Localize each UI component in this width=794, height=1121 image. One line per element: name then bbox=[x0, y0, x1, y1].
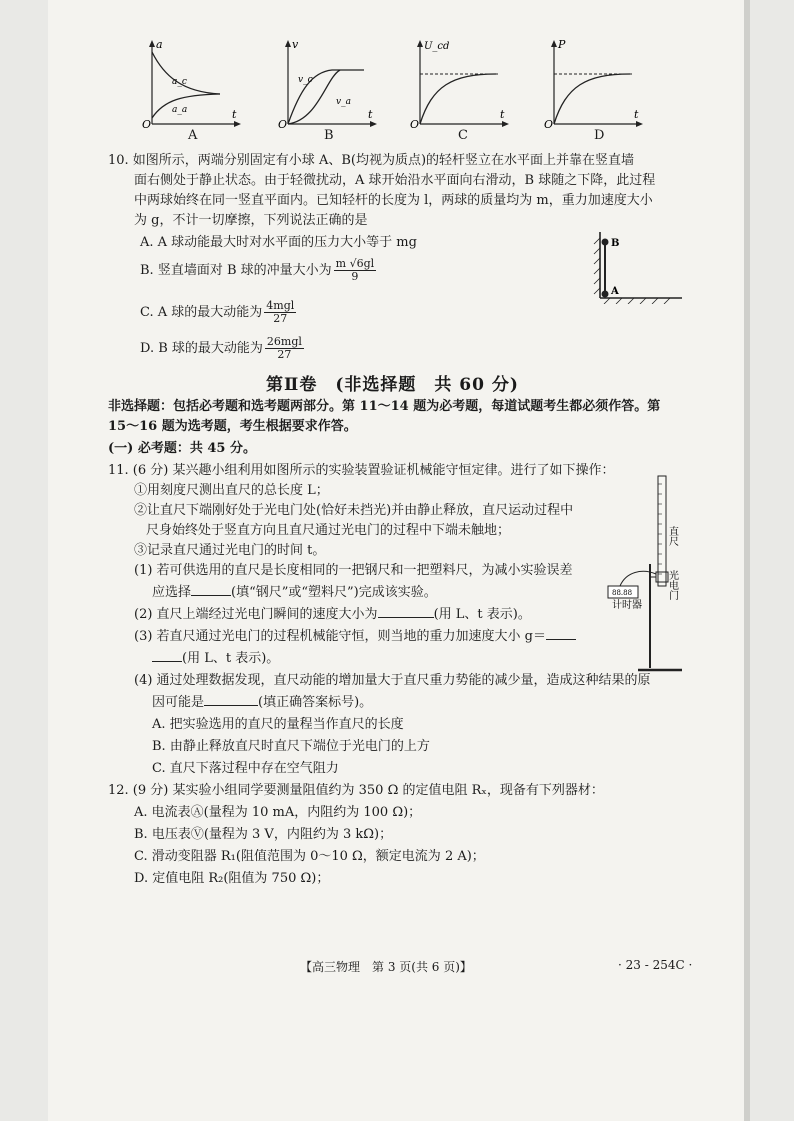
q10-ball-a-label: A bbox=[611, 286, 619, 297]
q10-wall-figure bbox=[586, 228, 686, 304]
q11-part4-prefix: 因可能是 bbox=[152, 695, 205, 710]
q10-line4: 为 g，不计一切摩擦，下列说法正确的是 bbox=[134, 213, 368, 228]
q11-part1-line1: (1) 若可供选用的直尺是长度相同的一把钢尺和一把塑料尺，为减小实验误差 bbox=[134, 563, 573, 578]
q10-option-b-text: B. 竖直墙面对 B 球的冲量大小为 bbox=[140, 263, 332, 278]
q10-option-c-numerator: 4mgl bbox=[266, 299, 295, 312]
q10-option-c-fraction bbox=[264, 300, 296, 325]
graph-d-xlabel: t bbox=[634, 108, 639, 121]
q11-part4-line1: (4) 通过处理数据发现，直尺动能的增加量大于直尺重力势能的减少量，造成这种结果的原 bbox=[134, 673, 651, 688]
q10-option-d-text: D. B 球的最大动能为 bbox=[140, 341, 263, 356]
graph-a-curve1: a_c bbox=[172, 77, 187, 87]
part2-title: 第Ⅱ卷 (非选择题 共 60 分) bbox=[266, 375, 519, 395]
q10-option-b-denominator: 9 bbox=[351, 270, 359, 283]
q12-stem: 12. (9 分) 某实验小组同学要测量阻值约为 350 Ω 的定值电阻 Rₓ，现备有下列器材： bbox=[108, 783, 604, 798]
q12-option-c: C. 滑动变阻器 R₁(阻值范围为 0～10 Ω，额定电流为 2 A)； bbox=[134, 849, 485, 864]
graph-d bbox=[544, 38, 644, 130]
graph-b bbox=[278, 38, 378, 130]
q11-stem: 11. (6 分) 某兴趣小组利用如图所示的实验装置验证机械能守恒定律。进行了如下操作： bbox=[108, 463, 615, 478]
graph-a-label: A bbox=[188, 128, 198, 143]
q10-line2: 面右侧处于静止状态。由于轻微扰动，A 球开始沿水平面向右滑动，B 球随之下降，此过程 bbox=[134, 173, 656, 188]
q11-part4-blank[interactable] bbox=[204, 705, 258, 706]
graph-c-label: C bbox=[458, 128, 468, 143]
q10-option-c bbox=[140, 300, 298, 325]
q11-step2-line1: ②让直尺下端刚好处于光电门处(恰好未挡光)并由静止释放，直尺运动过程中 bbox=[134, 503, 574, 518]
q11-part1-blank[interactable] bbox=[191, 595, 231, 596]
q10-option-c-denominator: 27 bbox=[273, 312, 288, 325]
q11-part1-line2 bbox=[152, 584, 437, 601]
q11-timer-label: 计时器 bbox=[612, 600, 642, 611]
footer-page-info: 【高三物理 第 3 页(共 6 页)】 bbox=[300, 960, 472, 974]
graph-a-origin: O bbox=[142, 118, 152, 130]
q12-option-b: B. 电压表Ⓥ(量程为 3 V，内阻约为 3 kΩ)； bbox=[134, 827, 393, 842]
q10-option-b-fraction bbox=[334, 258, 377, 283]
graph-a-xlabel: t bbox=[232, 108, 237, 121]
part2-intro-line1: 非选择题：包括必考题和选考题两部分。第 11～14 题为必考题，每道试题考生都必须作答。第 bbox=[108, 399, 661, 414]
q11-part3-line1 bbox=[134, 628, 576, 645]
graph-c-xlabel: t bbox=[500, 108, 505, 121]
part2-intro-line2: 15～16 题为选考题，考生根据要求作答。 bbox=[108, 419, 357, 434]
graph-b-xlabel: t bbox=[368, 108, 373, 121]
q11-timer-display: 88.88 bbox=[612, 589, 633, 597]
q11-part2-prefix: (2) 直尺上端经过光电门瞬间的速度大小为 bbox=[134, 607, 378, 622]
q11-part1-suffix: (填“钢尺”或“塑料尺”)完成该实验。 bbox=[231, 585, 437, 600]
q11-step2-line2: 尺身始终处于竖直方向且直尺通过光电门的过程中下端未触地； bbox=[146, 523, 511, 538]
q11-step3: ③记录直尺通过光电门的时间 t。 bbox=[134, 543, 326, 558]
footer-exam-code: · 23 - 254C · bbox=[618, 958, 693, 972]
q12-option-a: A. 电流表Ⓐ(量程为 10 mA，内阻约为 100 Ω)； bbox=[134, 805, 422, 820]
q11-part3-prefix: (3) 若直尺通过光电门的过程机械能守恒，则当地的重力加速度大小 g＝ bbox=[134, 629, 547, 644]
q11-part1-prefix: 应选择 bbox=[152, 585, 192, 600]
graph-b-origin: O bbox=[278, 118, 288, 130]
q10-ball-b-label: B bbox=[611, 238, 620, 249]
q11-gate-label: 光电门 bbox=[666, 570, 678, 600]
q11-part4-line2 bbox=[152, 694, 372, 711]
graph-b-curve2: v_a bbox=[336, 97, 351, 107]
graph-a-curve2: a_a bbox=[172, 105, 188, 115]
graph-b-label: B bbox=[324, 128, 334, 143]
graph-c bbox=[410, 38, 510, 130]
q11-option-c: C. 直尺下落过程中存在空气阻力 bbox=[152, 761, 339, 776]
q10-option-b-numerator: m √6gl bbox=[335, 257, 375, 270]
q11-step1: ①用刻度尺测出直尺的总长度 L； bbox=[134, 483, 329, 498]
q12-option-d: D. 定值电阻 R₂(阻值为 750 Ω)； bbox=[134, 871, 330, 886]
graph-c-ylabel: U_cd bbox=[424, 41, 450, 52]
q10-line3: 中两球始终在同一竖直平面内。已知轻杆的长度为 l，两球的质量均为 m，重力加速度大小 bbox=[134, 193, 653, 208]
q10-option-c-text: C. A 球的最大动能为 bbox=[140, 305, 263, 320]
graph-d-ylabel: P bbox=[558, 38, 566, 51]
q11-part2-suffix: (用 L、t 表示)。 bbox=[433, 607, 531, 622]
q10-option-d-denominator: 27 bbox=[277, 348, 292, 361]
q11-part3-blank-b[interactable] bbox=[152, 661, 182, 662]
graph-b-ylabel: v bbox=[292, 38, 299, 51]
q10-line1: 10. 如图所示，两端分别固定有小球 A、B(均视为质点)的轻杆竖立在水平面上并靠在竖直墙 bbox=[108, 153, 635, 168]
required-section-heading: (一) 必考题：共 45 分。 bbox=[108, 441, 256, 456]
q11-part3-blank-a[interactable] bbox=[546, 639, 576, 640]
q11-part4-suffix: (填正确答案标号)。 bbox=[258, 695, 373, 710]
q11-part3-line2 bbox=[152, 650, 279, 667]
graph-a-ylabel: a bbox=[156, 38, 163, 51]
graph-a bbox=[142, 38, 242, 130]
q11-apparatus-figure bbox=[604, 468, 706, 678]
q11-part2-blank[interactable] bbox=[378, 617, 434, 618]
graph-b-curve1: v_c bbox=[298, 75, 313, 85]
q10-option-d bbox=[140, 336, 306, 361]
q11-ruler-label: 直尺 bbox=[666, 526, 678, 546]
q10-option-d-numerator: 26mgl bbox=[266, 335, 302, 348]
q11-part2-line bbox=[134, 606, 531, 623]
exam-page bbox=[48, 0, 750, 1121]
q10-option-b bbox=[140, 258, 378, 283]
graph-d-label: D bbox=[594, 128, 605, 143]
q10-option-d-fraction bbox=[265, 336, 304, 361]
graph-c-origin: O bbox=[410, 118, 420, 130]
graph-d-origin: O bbox=[544, 118, 554, 130]
q11-part3-suffix: (用 L、t 表示)。 bbox=[182, 651, 280, 666]
q10-option-a: A. A 球动能最大时对水平面的压力大小等于 mg bbox=[140, 235, 417, 250]
q11-option-a: A. 把实验选用的直尺的量程当作直尺的长度 bbox=[152, 717, 404, 732]
q11-option-b: B. 由静止释放直尺时直尺下端位于光电门的上方 bbox=[152, 739, 430, 754]
